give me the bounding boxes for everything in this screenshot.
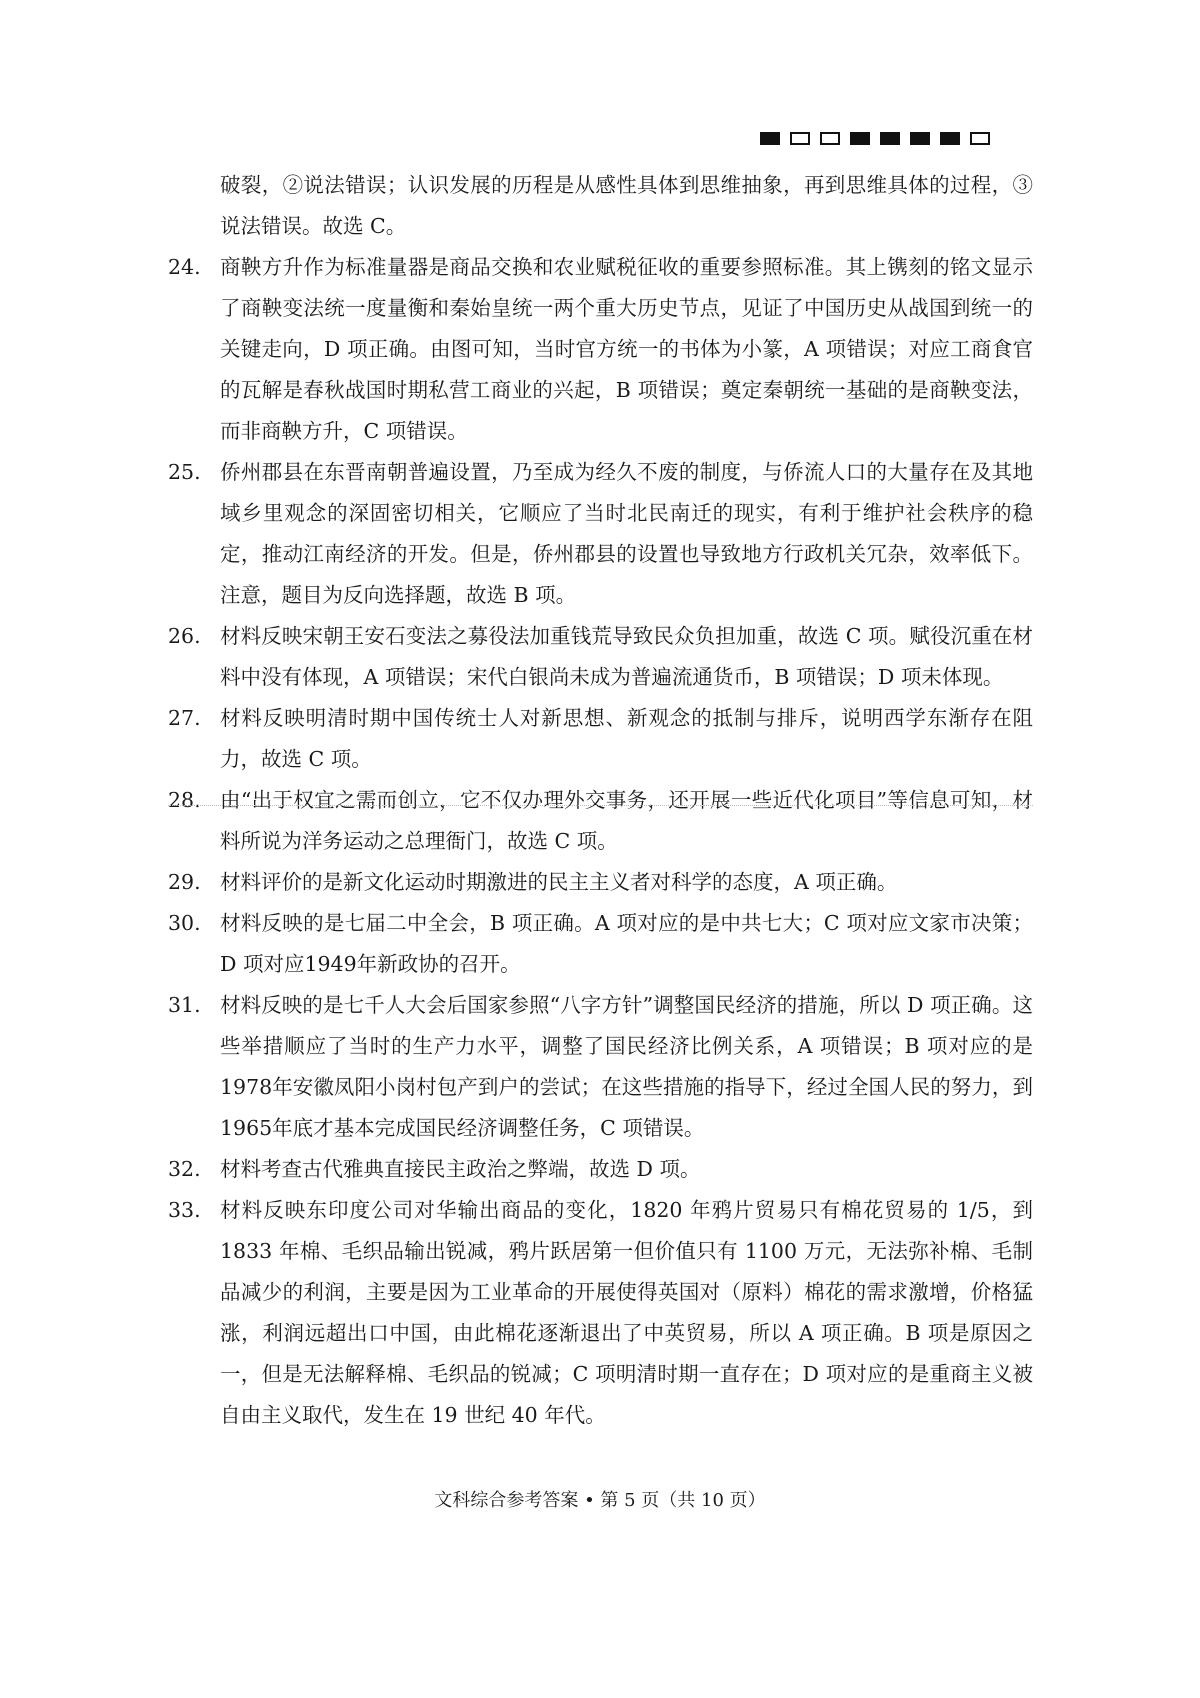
item-number: 25.	[168, 460, 201, 484]
empty-square-mark-8	[970, 132, 990, 145]
item-text: 由“出于权宜之需而创立，它不仅办理外交事务，还开展一些近代化项目”等信息可知，材料所说为洋务运动之总理衙门，故选 C 项。	[220, 788, 1033, 853]
answer-item-28	[168, 780, 1033, 862]
item-text: 材料评价的是新文化运动时期激进的民主主义者对科学的态度，A 项正确。	[220, 870, 898, 894]
item-number: 30.	[168, 911, 201, 935]
header-marks	[760, 132, 990, 145]
intro-paragraph: 破裂，②说法错误；认识发展的历程是从感性具体到思维抽象，再到思维具体的过程，③说法错误。故选 C。	[220, 173, 1033, 238]
item-number: 29.	[168, 870, 201, 894]
item-text: 商鞅方升作为标准量器是商品交换和农业赋税征收的重要参照标准。其上镌刻的铭文显示了商鞅变法统一度量衡和秦始皇统一两个重大历史节点，见证了中国历史从战国到统一的关键走向，D 项正确。由图可知，当时官方统一的书体为小篆，A 项错误；对应工商食官的瓦解是春秋战国时期私营工商业的兴起，B 项错误；奠定秦朝统一基础的是商鞅变法，而非商鞅方升，C 项错误。	[220, 255, 1033, 443]
empty-square-mark-2	[790, 132, 810, 145]
item-number: 27.	[168, 706, 201, 730]
item-number: 24.	[168, 255, 201, 279]
empty-square-mark-3	[820, 132, 840, 145]
answer-item-30	[168, 903, 1033, 985]
item-text: 材料反映宋朝王安石变法之募役法加重钱荒导致民众负担加重，故选 C 项。赋役沉重在材料中没有体现，A 项错误；宋代白银尚未成为普遍流通货币，B 项错误；D 项未体现。	[220, 624, 1033, 689]
answer-item-24	[168, 247, 1033, 452]
item-text: 材料反映明清时期中国传统士人对新思想、新观念的抵制与排斥，说明西学东渐存在阻力，故选 C 项。	[220, 706, 1033, 771]
filled-square-mark-1	[760, 132, 780, 145]
filled-square-mark-7	[940, 132, 960, 145]
item-number: 28.	[168, 788, 201, 812]
answer-item-27	[168, 698, 1033, 780]
item-text: 材料考查古代雅典直接民主政治之弊端，故选 D 项。	[220, 1157, 701, 1181]
filled-square-mark-5	[880, 132, 900, 145]
answer-item-31	[168, 985, 1033, 1149]
item-text: 侨州郡县在东晋南朝普遍设置，乃至成为经久不废的制度，与侨流人口的大量存在及其地域乡里观念的深固密切相关，它顺应了当时北民南迁的现实，有利于维护社会秩序的稳定，推动江南经济的开发。但是，侨州郡县的设置也导致地方行政机关冗杂，效率低下。注意，题目为反向选择题，故选 B 项。	[220, 460, 1033, 607]
answer-item-33	[168, 1190, 1033, 1436]
answer-item-26	[168, 616, 1033, 698]
item-text: 材料反映的是七千人大会后国家参照“八字方针”调整国民经济的措施，所以 D 项正确。这些举措顺应了当时的生产力水平，调整了国民经济比例关系，A 项错误；B 项对应的是1978年安徽凤阳小岗村包产到户的尝试；在这些措施的指导下，经过全国人民的努力，到1965年底才基本完成国民经济调整任务，C 项错误。	[220, 993, 1033, 1140]
filled-square-mark-4	[850, 132, 870, 145]
item-number: 33.	[168, 1198, 201, 1222]
item-number: 32.	[168, 1157, 201, 1181]
answer-item-25	[168, 452, 1033, 616]
item-text: 材料反映的是七届二中全会，B 项正确。A 项对应的是中共七大；C 项对应文家市决策；D 项对应1949年新政协的召开。	[220, 911, 1033, 976]
answer-item-32	[168, 1149, 1033, 1190]
answer-content	[168, 165, 1033, 1436]
item-text: 材料反映东印度公司对华输出商品的变化，1820 年鸦片贸易只有棉花贸易的 1/5，到 1833 年棉、毛织品输出锐减，鸦片跃居第一但价值只有 1100 万元，无法弥补棉、毛制品减少的利润，主要是因为工业革命的开展使得英国对（原料）棉花的需求激增，价格猛涨，利润远超出口中国，由此棉花逐渐退出了中英贸易，所以 A 项正确。B 项是原因之一，但是无法解释棉、毛织品的锐减；C 项明清时期一直存在；D 项对应的是重商主义被自由主义取代，发生在 19 世纪 40 年代。	[220, 1198, 1033, 1427]
answer-item-29	[168, 862, 1033, 903]
item-number: 31.	[168, 993, 201, 1017]
page-footer: 文科综合参考答案 • 第 5 页（共 10 页）	[434, 1490, 766, 1511]
dotted-divider	[168, 805, 1033, 806]
item-number: 26.	[168, 624, 201, 648]
filled-square-mark-6	[910, 132, 930, 145]
